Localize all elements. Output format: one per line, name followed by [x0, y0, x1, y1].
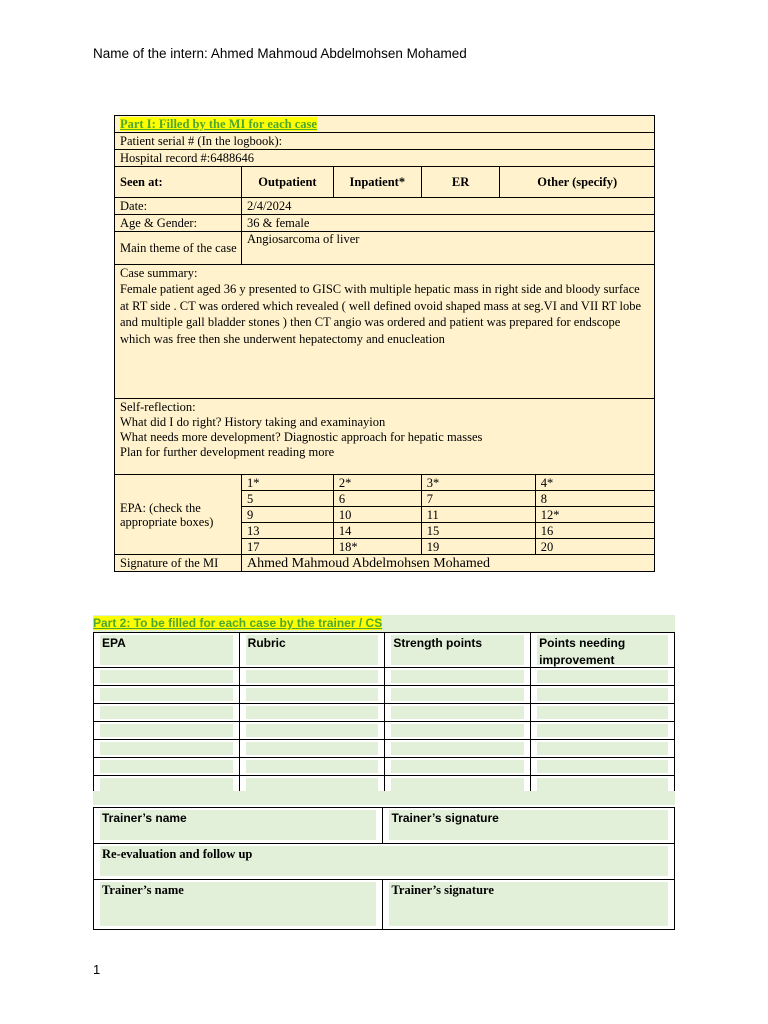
epa-pair	[421, 539, 654, 555]
trainer-table	[93, 807, 675, 930]
epa-box[interactable]: 2*	[333, 475, 421, 491]
date-label: Date:	[115, 198, 242, 215]
reflection-development: What needs more development? Diagnostic approach for hepatic masses	[120, 430, 483, 444]
case-summary	[115, 265, 655, 399]
table-cell[interactable]	[239, 668, 385, 686]
table-cell[interactable]	[385, 758, 531, 776]
trainer-name-field[interactable]	[94, 808, 383, 844]
epa-box[interactable]: 3*	[422, 475, 536, 490]
trainer-signature-field[interactable]	[383, 808, 675, 844]
epa-pair	[421, 507, 654, 523]
epa-box[interactable]: 4*	[540, 475, 554, 490]
table-cell[interactable]	[531, 758, 675, 776]
epa-label: EPA: (check the appropriate boxes)	[115, 475, 242, 555]
date-value: 2/4/2024	[241, 198, 654, 215]
seen-at-label: Seen at:	[115, 167, 242, 198]
table-cell[interactable]	[385, 686, 531, 704]
trainer-signature-label: Trainer’s signature	[389, 810, 668, 840]
table-cell[interactable]	[94, 740, 240, 758]
epa-box[interactable]: 7	[422, 491, 536, 506]
table-cell[interactable]	[94, 722, 240, 740]
part1-table	[114, 115, 655, 572]
seen-inpatient: Inpatient*	[333, 167, 421, 198]
table-cell[interactable]	[239, 722, 385, 740]
reflection-right: What did I do right? History taking and examinayion	[120, 415, 386, 429]
table-cell[interactable]	[94, 704, 240, 722]
epa-box[interactable]: 10	[333, 507, 421, 523]
epa-box[interactable]: 6	[333, 491, 421, 507]
part1-title-cell	[115, 116, 655, 133]
table-cell[interactable]	[94, 758, 240, 776]
table-cell[interactable]	[531, 704, 675, 722]
epa-box[interactable]: 8	[540, 491, 547, 506]
table-cell[interactable]	[239, 740, 385, 758]
self-reflection	[115, 399, 655, 475]
mi-signature-label: Signature of the MI	[115, 555, 242, 572]
reflection-plan: Plan for further development reading more	[120, 445, 335, 459]
seen-er: ER	[421, 167, 500, 198]
reevaluation-field[interactable]	[94, 844, 675, 880]
epa-box[interactable]: 20	[540, 539, 554, 554]
table-cell[interactable]	[385, 668, 531, 686]
col-header-strength	[385, 633, 531, 668]
case-summary-text: Female patient aged 36 y presented to GISC with multiple hepatic mass in right side and bloody surface at RT side . CT was ordered which revealed ( well defined ovoid shaped mass at seg.VI and VII RT lobe and multiple gall bladder stones ) then CT angio was ordered and patient was prepared for endscope which was free then she underwent hepatectomy and enucleation	[120, 282, 642, 346]
epa-box[interactable]: 11	[422, 507, 536, 522]
theme-label: Main theme of the case	[115, 232, 242, 265]
col-header-strength-text: Strength points	[391, 635, 524, 665]
trainer-name-field-2[interactable]	[94, 880, 383, 930]
table-cell[interactable]	[94, 686, 240, 704]
table-cell[interactable]	[385, 704, 531, 722]
epa-pair	[421, 491, 654, 507]
theme-value: Angiosarcoma of liver	[241, 232, 654, 265]
epa-box[interactable]: 13	[241, 523, 333, 539]
reevaluation-label: Re-evaluation and follow up	[100, 846, 668, 876]
col-header-rubric	[239, 633, 385, 668]
col-header-epa	[94, 633, 240, 668]
case-summary-label: Case summary:	[120, 266, 198, 280]
table-cell[interactable]	[239, 758, 385, 776]
table-cell[interactable]	[385, 740, 531, 758]
seen-outpatient: Outpatient	[241, 167, 333, 198]
trainer-signature-label-2: Trainer’s signature	[389, 882, 668, 926]
table-cell[interactable]	[531, 668, 675, 686]
epa-box[interactable]: 12*	[540, 507, 560, 522]
col-header-epa-text: EPA	[100, 635, 233, 665]
part2-title	[93, 615, 382, 632]
table-cell[interactable]	[531, 740, 675, 758]
epa-pair	[421, 523, 654, 539]
patient-serial: Patient serial # (In the logbook):	[115, 133, 655, 150]
hospital-record: Hospital record #:6488646	[115, 150, 655, 167]
epa-box[interactable]: 1*	[241, 475, 333, 491]
seen-other: Other (specify)	[500, 167, 655, 198]
table-cell[interactable]	[94, 668, 240, 686]
epa-box[interactable]: 15	[422, 523, 536, 538]
age-gender-value: 36 & female	[241, 215, 654, 232]
page-number: 1	[93, 962, 101, 977]
part2-spacer	[93, 791, 675, 805]
table-cell[interactable]	[531, 722, 675, 740]
table-cell[interactable]	[385, 722, 531, 740]
table-cell[interactable]	[531, 686, 675, 704]
intern-name: Name of the intern: Ahmed Mahmoud Abdelmohsen Mohamed	[93, 46, 467, 61]
col-header-improvement	[531, 633, 675, 668]
col-header-improvement-text: Points needing improvement	[537, 635, 668, 665]
trainer-signature-field-2[interactable]	[383, 880, 675, 930]
epa-box[interactable]: 5	[241, 491, 333, 507]
epa-pair	[421, 475, 654, 491]
epa-box[interactable]: 9	[241, 507, 333, 523]
epa-box[interactable]: 18*	[333, 539, 421, 555]
col-header-rubric-text: Rubric	[246, 635, 379, 665]
epa-box[interactable]: 17	[241, 539, 333, 555]
epa-box[interactable]: 14	[333, 523, 421, 539]
table-cell[interactable]	[239, 704, 385, 722]
mi-signature-value: Ahmed Mahmoud Abdelmohsen Mohamed	[241, 555, 654, 572]
part2-title-text: Part 2: To be filled for each case by the trainer / CS	[93, 616, 383, 630]
table-cell[interactable]	[239, 686, 385, 704]
self-reflection-label: Self-reflection:	[120, 400, 196, 414]
part2-table	[93, 632, 675, 794]
part1-title: Part I: Filled by the MI for each case	[120, 116, 317, 131]
trainer-name-label: Trainer’s name	[100, 810, 376, 840]
epa-box[interactable]: 16	[540, 523, 554, 538]
trainer-name-label-2: Trainer’s name	[100, 882, 376, 926]
epa-box[interactable]: 19	[422, 539, 536, 554]
age-gender-label: Age & Gender:	[115, 215, 242, 232]
